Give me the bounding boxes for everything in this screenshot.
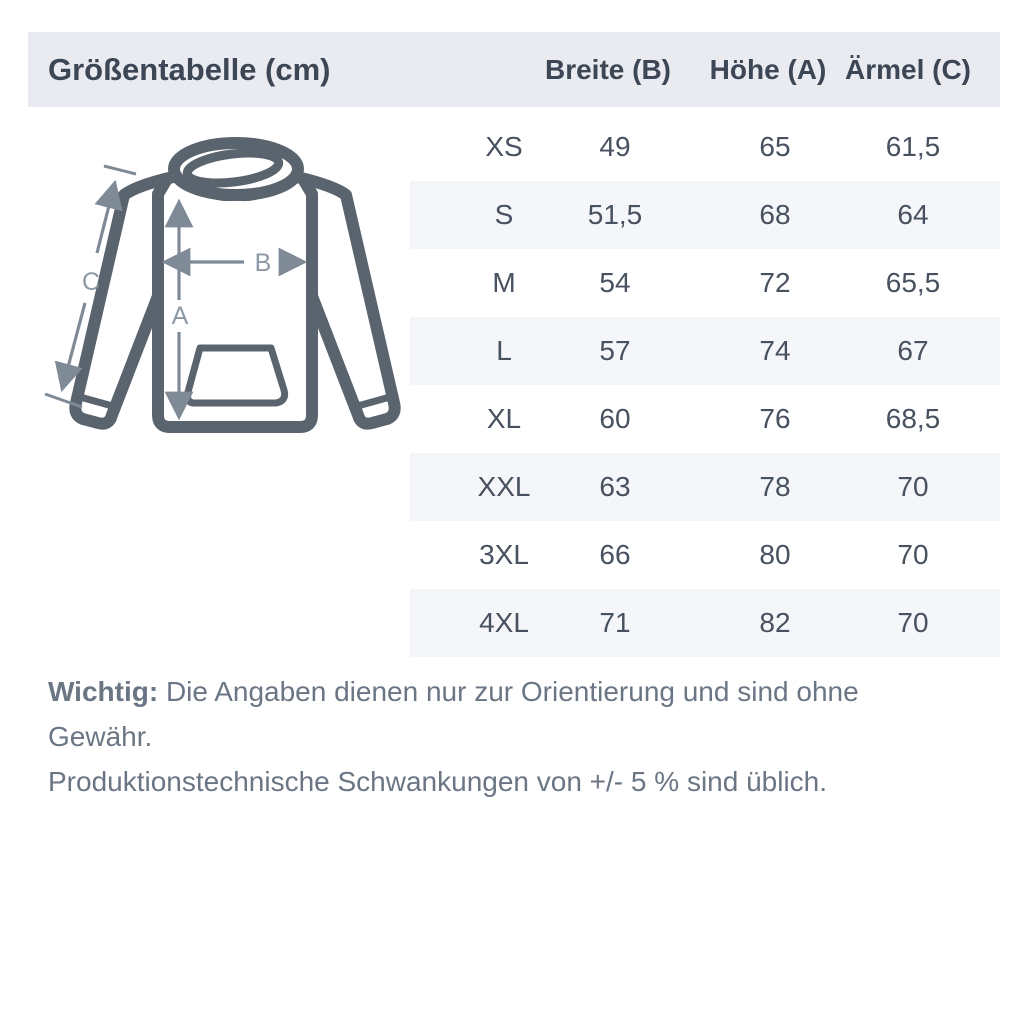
hoehe-cell: 65 xyxy=(759,131,791,162)
table-row-l xyxy=(410,317,1000,385)
table-row-xl xyxy=(410,385,1000,453)
aermel-cell: 68,5 xyxy=(885,403,941,434)
column-header-aermel: Ärmel (C) xyxy=(844,54,971,85)
chart-title: Größentabelle (cm) xyxy=(48,52,331,87)
aermel-cell: 70 xyxy=(897,471,929,502)
measure-label-a: A xyxy=(171,302,189,330)
breite-cell: 71 xyxy=(599,607,631,638)
table-row-xs xyxy=(410,113,1000,181)
table-row-4xl xyxy=(410,589,1000,657)
size-cell: XXL xyxy=(477,471,531,502)
column-header-hoehe: Höhe (A) xyxy=(709,54,827,85)
disclaimer-note xyxy=(48,669,958,804)
breite-cell: 63 xyxy=(599,471,631,502)
size-cell: S xyxy=(494,199,514,230)
size-cell: 4XL xyxy=(479,607,529,638)
disclaimer-text-1: Die Angaben dienen nur zur Orientierung und sind ohne Gewähr. xyxy=(48,676,859,752)
aermel-cell: 70 xyxy=(897,607,929,638)
aermel-cell: 67 xyxy=(897,335,929,366)
size-cell: 3XL xyxy=(479,539,529,570)
measure-tick-c-top xyxy=(104,166,136,174)
breite-cell: 66 xyxy=(599,539,631,570)
hoehe-cell: 72 xyxy=(759,267,791,298)
measure-label-c: C xyxy=(81,268,101,296)
column-header-breite: Breite (B) xyxy=(544,54,671,85)
disclaimer-label: Wichtig: xyxy=(48,676,159,707)
aermel-cell: 70 xyxy=(897,539,929,570)
size-chart-header-band xyxy=(28,32,1000,107)
size-table xyxy=(410,113,1000,657)
table-row-s xyxy=(410,181,1000,249)
table-row-xxl xyxy=(410,453,1000,521)
hood-opening xyxy=(186,148,281,187)
disclaimer-line-2: Produktionstechnische Schwankungen von +/- 5 % sind üblich. xyxy=(48,766,828,797)
kangaroo-pocket xyxy=(188,348,285,403)
hoehe-cell: 68 xyxy=(759,199,791,230)
hoehe-cell: 82 xyxy=(759,607,791,638)
breite-cell: 54 xyxy=(599,267,631,298)
table-row-3xl xyxy=(410,521,1000,589)
size-cell: M xyxy=(492,267,516,298)
breite-cell: 51,5 xyxy=(587,199,643,230)
breite-cell: 49 xyxy=(599,131,631,162)
right-cuff-line xyxy=(354,397,390,407)
measure-label-b: B xyxy=(254,249,272,277)
size-cell: XS xyxy=(485,131,523,162)
hoehe-cell: 74 xyxy=(759,335,791,366)
table-row-m xyxy=(410,249,1000,317)
hoehe-cell: 76 xyxy=(759,403,791,434)
size-cell: XL xyxy=(486,403,522,434)
hoehe-cell: 80 xyxy=(759,539,791,570)
left-cuff-line xyxy=(80,397,116,407)
disclaimer-line-1 xyxy=(48,669,958,759)
breite-cell: 60 xyxy=(599,403,631,434)
aermel-cell: 64 xyxy=(897,199,929,230)
hoodie-diagram-svg xyxy=(40,120,420,470)
hoodie-measurement-diagram xyxy=(40,120,420,470)
aermel-cell: 61,5 xyxy=(885,131,941,162)
breite-cell: 57 xyxy=(599,335,631,366)
size-cell: L xyxy=(496,335,512,366)
hoodie-outline-icon xyxy=(75,143,394,427)
aermel-cell: 65,5 xyxy=(885,267,941,298)
hoehe-cell: 78 xyxy=(759,471,791,502)
